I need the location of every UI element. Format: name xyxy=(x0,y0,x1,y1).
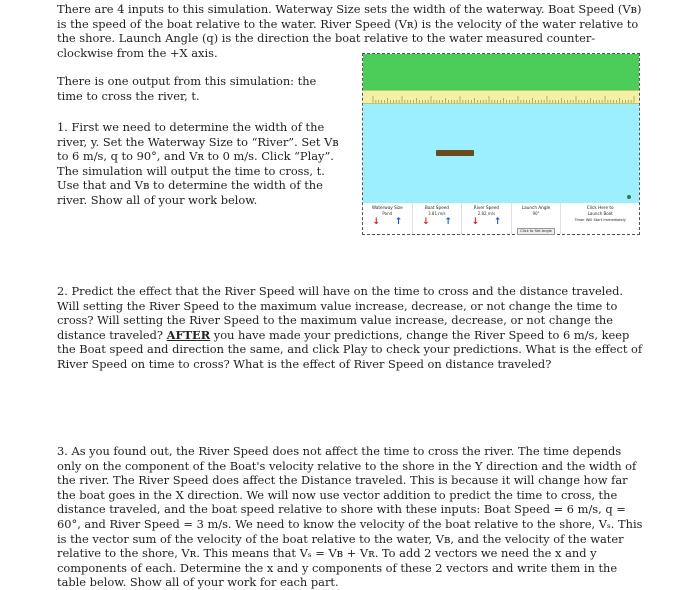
launch-instruction: Click Here to xyxy=(586,205,614,210)
control-panel xyxy=(363,203,639,234)
river-speed-down-arrow-icon[interactable]: ↓ xyxy=(471,217,480,227)
river-speed-value: 2.82 m/s xyxy=(477,211,496,216)
launch-boat-button[interactable]: Launch Boat xyxy=(587,211,613,216)
distance-ruler xyxy=(363,90,639,104)
launch-control xyxy=(561,203,639,234)
boat-speed-control xyxy=(413,203,463,234)
question-3: 3. As you found out, the River Speed does not affect the time to cross the river. The time depends only on the component of the Boat's velocity relative to the shore in the Y direction and the width of the river. The River Speed does affect the Distance traveled. This is because it will change how far the boat goes in the X direction. We will now use vector addition to predict the time to cross, the distance traveled, and the boat speed relative to shore with these inputs: Boat Speed = 6 m/s, q = 60°, and River Speed = 3 m/s. We need to know the velocity of the boat relative to the shore, Vₛ. This is the vector sum of the velocity of the boat relative to the water, Vʙ, and the velocity of the water relative to the shore, Vʀ. This means that Vₛ = Vʙ + Vʀ. To add 2 vectors we need the x and y components of each. Determine the x and y components of these 2 vectors and write them in the table below. Show all of your work for each part. xyxy=(57,444,643,590)
set-angle-button[interactable]: Click to Set Angle xyxy=(517,228,555,235)
river-speed-label: River Speed xyxy=(473,205,500,210)
river-simulation[interactable] xyxy=(362,53,640,235)
launch-angle-value: 90° xyxy=(532,211,540,216)
boat-speed-value: 3.81 m/s xyxy=(428,211,446,216)
output-note: There is one output from this simulation: the time to cross the river, t. xyxy=(57,74,317,103)
water xyxy=(363,104,639,203)
timer-note: Timer Will Start Immediately xyxy=(574,218,626,222)
waterway-size-label: Waterway Size xyxy=(371,205,403,210)
boat-speed-label: Boat Speed xyxy=(424,205,449,210)
far-shore xyxy=(363,54,639,90)
question-2-part-1: 2. Predict the effect that the River Speed will have on the time to cross and the distance traveled. Will setting the River Speed to the maximum value increase, decrease, or not change the time to cross? Will setting the River Speed to the maximum value increase, decrease, or not change the distance traveled? xyxy=(57,284,623,342)
launch-angle-control xyxy=(512,203,562,234)
river-speed-up-arrow-icon[interactable]: ↑ xyxy=(493,217,502,227)
waterway-size-down-arrow-icon[interactable]: ↓ xyxy=(372,217,380,227)
intro-paragraph: There are 4 inputs to this simulation. Waterway Size sets the width of the waterway. Boat Speed (Vʙ) is the speed of the boat relative to the water. River Speed (Vʀ) is the velocity of the water relative to the shore. Launch Angle (q) is the direction the boat relative to the water measured counter-clockwise from the +X axis. xyxy=(57,2,642,60)
ruler-ticks xyxy=(363,91,639,103)
question-1: 1. First we need to determine the width of the river, y. Set the Waterway Size to “River”. Set Vʙ to 6 m/s, q to 90°, and Vʀ to 0 m/s. Click “Play”. The simulation will output the time to cross, t. Use that and Vʙ to determine the width of the river. Show all of your work below. xyxy=(57,120,339,207)
waterway-size-up-arrow-icon[interactable]: ↑ xyxy=(394,217,403,227)
launch-angle-label: Launch Angle xyxy=(521,205,551,210)
question-2 xyxy=(57,284,647,372)
after-emphasis: AFTER xyxy=(166,327,211,342)
boat-speed-down-arrow-icon[interactable]: ↓ xyxy=(421,217,430,227)
river-speed-control xyxy=(462,203,512,234)
boat[interactable] xyxy=(436,150,474,156)
question-2-part-2: you have made your predictions, change the River Speed to 6 m/s, keep the Boat speed and direction the same, and click Play to check your predictions. What is the effect of River Speed on time to cross? What is the effect of River Speed on distance traveled? xyxy=(57,327,643,371)
boat-speed-up-arrow-icon[interactable]: ↑ xyxy=(444,217,452,227)
waterway-size-control xyxy=(363,203,413,234)
launch-point-marker xyxy=(627,195,631,199)
waterway-size-value: Pond xyxy=(382,211,393,216)
